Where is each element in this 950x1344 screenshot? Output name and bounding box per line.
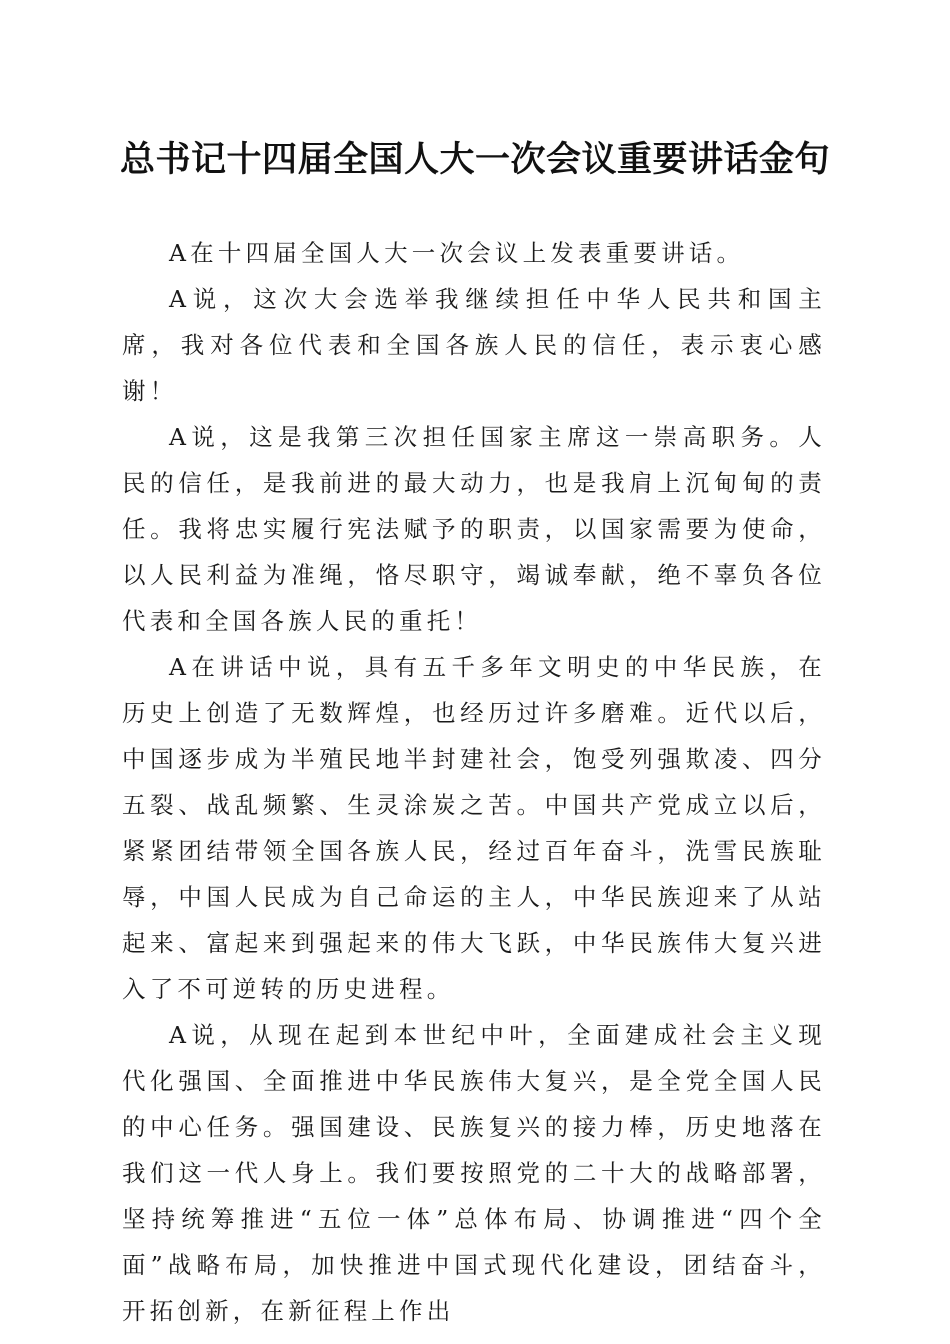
paragraph: A在十四届全国人大一次会议上发表重要讲话。 (169, 239, 745, 267)
paragraph: A说，这是我第三次担任国家主席这一崇高职务。人民的信任，是我前进的最大动力，也是我肩上沉甸甸的责任。我将忠实履行宪法赋予的职责，以国家需要为使命，以人民利益为准绳，恪尽职守，竭诚奉献，绝不辜负各位代表和全国各族人民的重托！ (122, 423, 826, 635)
paragraph: A说，这次大会选举我继续担任中华人民共和国主席，我对各位代表和全国各族人民的信任，表示衷心感谢！ (122, 285, 826, 405)
paragraph: A在讲话中说，具有五千多年文明史的中华民族，在历史上创造了无数辉煌，也经历过许多磨难。近代以后，中国逐步成为半殖民地半封建社会，饱受列强欺凌、四分五裂、战乱频繁、生灵涂炭之苦。中国共产党成立以后，紧紧团结带领全国各族人民，经过百年奋斗，洗雪民族耻辱，中国人民成为自己命运的主人，中华民族迎来了从站起来、富起来到强起来的伟大飞跃，中华民族伟大复兴进入了不可逆转的历史进程。 (122, 653, 826, 1003)
paragraph: A说，从现在起到本世纪中叶，全面建成社会主义现代化强国、全面推进中华民族伟大复兴，是全党全国人民的中心任务。强国建设、民族复兴的接力棒，历史地落在我们这一代人身上。我们要按照党的二十大的战略部署，坚持统筹推进“五位一体”总体布局、协调推进“四个全面”战略布局，加快推进中国式现代化建设，团结奋斗，开拓创新，在新征程上作出 (122, 1021, 826, 1325)
document-title: 总书记十四届全国人大一次会议重要讲话金句 (119, 139, 830, 180)
document-body (122, 230, 826, 1334)
